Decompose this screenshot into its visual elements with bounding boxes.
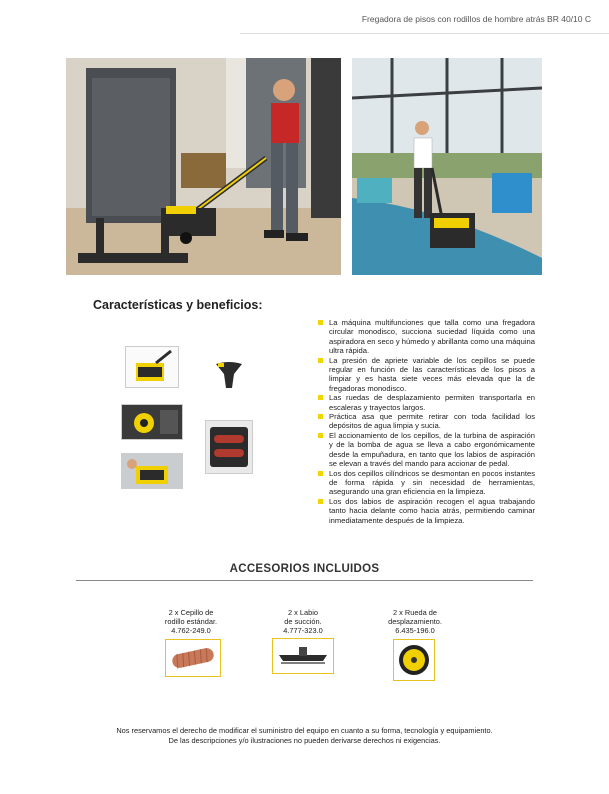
- accessory-line2: rodillo estándar.: [164, 617, 218, 626]
- benefit-text: La presión de apriete variable de los cepillos se puede regular en función de las características de los pisos a limpiar y es hasta siete veces más elevada que la de fregadoras monodisco.: [329, 355, 535, 393]
- benefit-item: [318, 469, 535, 497]
- accessory-line1: 2 x Labio: [288, 608, 318, 617]
- thumb-machine-overview: [125, 346, 179, 388]
- legal-disclaimer: [0, 726, 609, 746]
- benefit-item: [318, 412, 535, 431]
- document-header-title: Fregadora de pisos con rodillos de hombre atrás BR 40/10 C: [361, 14, 591, 24]
- accessory-label-brush: [136, 608, 246, 635]
- benefit-text: Práctica asa que permite retirar con toda facilidad los depósitos de agua limpia y sucia.: [329, 412, 535, 431]
- accessories-divider: [76, 580, 533, 581]
- bullet-marker: [318, 433, 323, 438]
- benefit-item: [318, 393, 535, 412]
- benefit-text: La máquina multifunciones que talla como una fregadora circular monodisco, succiona suciedad líquida como una aspiradora en seco y húmedo y abrillanta como una máquina ultra rápida.: [329, 318, 535, 356]
- product-photo-pool: [352, 58, 542, 275]
- accessory-line1: 2 x Cepillo de: [168, 608, 214, 617]
- accessory-line2: de succión.: [284, 617, 322, 626]
- accessory-label-wheel: [360, 608, 470, 635]
- thumb-tank-removal: [121, 453, 183, 489]
- bullet-marker: [318, 414, 323, 419]
- bullet-marker: [318, 358, 323, 363]
- accessory-image-wheel: [393, 639, 435, 681]
- thumb-brush-rollers: [205, 420, 253, 474]
- benefit-text: Las ruedas de desplazamiento permiten transportarla en escaleras y trayectos largos.: [329, 393, 535, 412]
- benefit-text: Los dos cepillos cilíndricos se desmontan en pocos instantes de forma rápida y sin necesidad de herramientas, asegurando una gran eficiencia en la limpieza.: [329, 468, 535, 497]
- disclaimer-line2: De las descripciones y/o ilustraciones no pueden derivarse derechos ni exigencias.: [168, 736, 441, 745]
- benefit-text: El accionamiento de los cepillos, de la turbina de aspiración y de la bomba de agua se lleva a cabo ergonómicamente desde la empuñadura, en tanto que los labios de aspiración se elevan a través del mando para accionar de pedal.: [329, 430, 535, 469]
- benefit-item: [318, 318, 535, 356]
- benefit-item: [318, 356, 535, 394]
- bullet-marker: [318, 395, 323, 400]
- benefit-item: [318, 431, 535, 469]
- accessory-label-squeegee: [248, 608, 358, 635]
- accessory-image-brush: [165, 639, 221, 677]
- bullet-marker: [318, 499, 323, 504]
- header-divider: [240, 33, 609, 34]
- thumb-wheel-detail: [121, 404, 183, 440]
- disclaimer-line1: Nos reservamos el derecho de modificar el suministro del equipo en cuanto a su forma, tecnología y equipamiento.: [116, 726, 493, 735]
- bullet-marker: [318, 320, 323, 325]
- accessory-line1: 2 x Rueda de: [393, 608, 437, 617]
- product-photo-workshop: [66, 58, 341, 275]
- accessory-code: 4.762-249.0: [171, 626, 211, 635]
- accessories-heading: ACCESORIOS INCLUIDOS: [229, 563, 380, 575]
- accessory-code: 6.435-196.0: [395, 626, 435, 635]
- accessory-image-squeegee: [272, 638, 334, 674]
- features-heading: Características y beneficios:: [93, 298, 263, 312]
- accessory-code: 4.777-323.0: [283, 626, 323, 635]
- accessory-line2: desplazamiento.: [388, 617, 442, 626]
- benefit-item: [318, 497, 535, 525]
- bullet-marker: [318, 471, 323, 476]
- benefits-list: [318, 318, 535, 525]
- thumb-handle: [212, 360, 246, 390]
- benefit-text: Los dos labios de aspiración recogen el agua trabajando tanto hacia delante como hacia atrás, permitiendo caminar inmediatamente después de la limpieza.: [329, 496, 535, 525]
